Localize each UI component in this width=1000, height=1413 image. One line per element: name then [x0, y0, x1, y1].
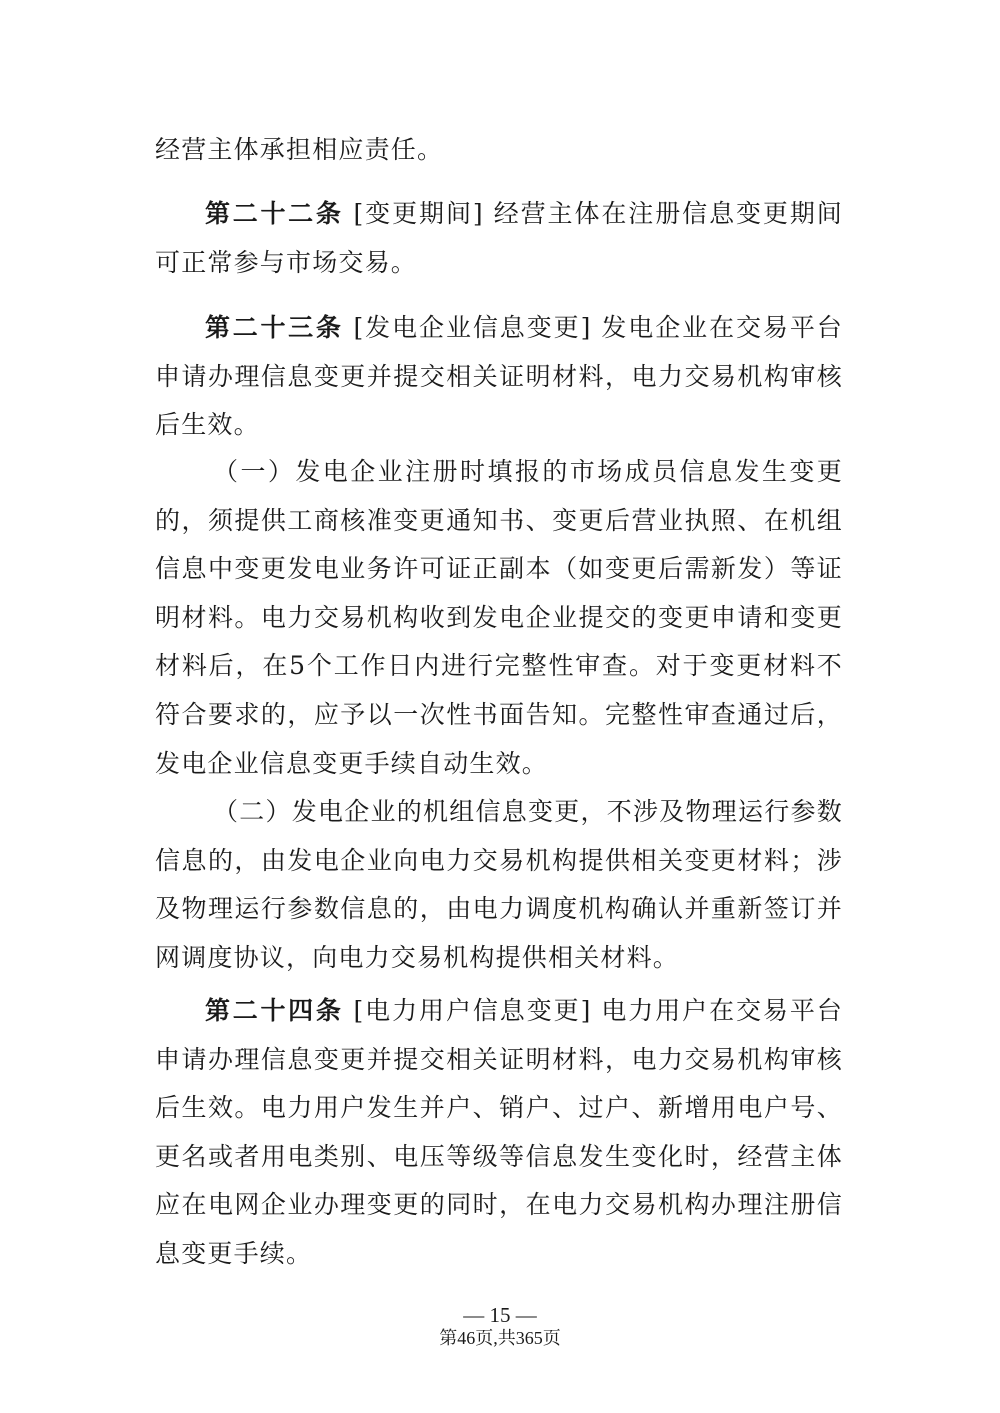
article-22-paragraph — [155, 190, 843, 287]
page-total: 第46页,共365页 — [439, 1328, 561, 1348]
paragraph-text: 经营主体承担相应责任。 — [155, 135, 444, 164]
article-number: 第二十四条 — [205, 996, 344, 1025]
article-number: 第二十二条 — [205, 199, 344, 228]
article-23-paragraph — [155, 304, 843, 450]
page-number: — 15 — — [463, 1303, 537, 1327]
paragraph-text: [变更期间] 经营主体在注册信息变更期间可正常参与市场交易。 — [155, 199, 843, 277]
article-24-paragraph — [155, 987, 843, 1279]
article-23-item-2 — [155, 788, 843, 982]
paragraph-text: [电力用户信息变更] 电力用户在交易平台申请办理信息变更并提交相关证明材料，电力交易机构审核后生效。电力用户发生并户、销户、过户、新增用电户号、更名或者用电类别、电压等级等信息发生变化时，经营主体应在电网企业办理变更的同时，在电力交易机构办理注册信息变更手续。 — [155, 996, 843, 1268]
paragraph-text: （二）发电企业的机组信息变更，不涉及物理运行参数信息的，由发电企业向电力交易机构提供相关变更材料；涉及物理运行参数信息的，由电力调度机构确认并重新签订并网调度协议，向电力交易机构提供相关材料。 — [155, 797, 843, 972]
paragraph-text: （一）发电企业注册时填报的市场成员信息发生变更的，须提供工商核准变更通知书、变更后营业执照、在机组信息中变更发电业务许可证正副本（如变更后需新发）等证明材料。电力交易机构收到发电企业提交的变更申请和变更材料后，在5个工作日内进行完整性审查。对于变更材料不符合要求的，应予以一次性书面告知。完整性审查通过后，发电企业信息变更手续自动生效。 — [155, 457, 843, 778]
article-23-item-1 — [155, 448, 843, 788]
paragraph-continuation — [155, 126, 843, 175]
article-number: 第二十三条 — [205, 313, 344, 342]
paragraph-text: [发电企业信息变更] 发电企业在交易平台申请办理信息变更并提交相关证明材料，电力交易机构审核后生效。 — [155, 313, 843, 440]
